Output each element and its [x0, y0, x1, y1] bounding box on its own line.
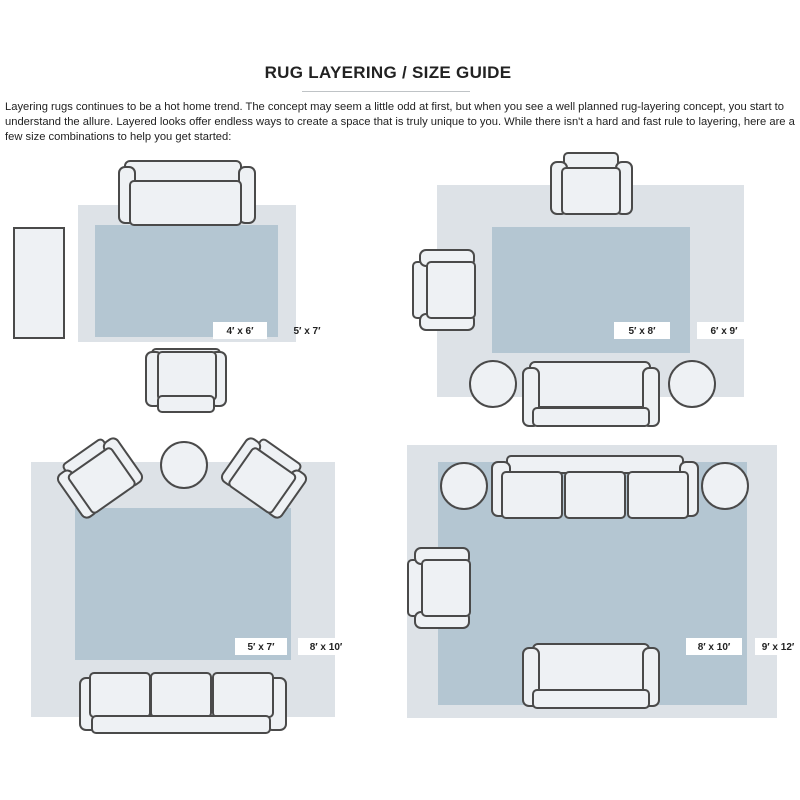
side-table-left	[470, 361, 516, 407]
sofa-bottom	[523, 362, 659, 426]
outer-size-label: 9′ x 12′	[761, 642, 795, 653]
page-title: RUG LAYERING / SIZE GUIDE	[264, 63, 512, 82]
armchair-left	[408, 548, 470, 628]
armchair-top	[551, 153, 632, 214]
layout-5x7-on-8x10	[31, 431, 354, 733]
sofa-bottom	[80, 673, 286, 733]
inner-size-label: 5′ x 7′	[247, 642, 275, 653]
inner-size-label: 5′ x 8′	[628, 326, 656, 337]
sofa-top	[119, 161, 255, 225]
outer-size-label: 5′ x 7′	[293, 326, 321, 337]
outer-size-label: 8′ x 10′	[309, 642, 343, 653]
inner-size-label: 4′ x 6′	[226, 326, 254, 337]
layout-5x8-on-6x9	[413, 153, 751, 426]
intro-paragraph: Layering rugs continues to be a hot home trend. The concept may seem a little odd at first, but when you see a well planned rug-layering concept, you start to understand the allure. Layered looks offer endless ways to create a space that is truly unique to you. While there isn't a hard and fast rule to layering, here are a few size combinations to help you get started:	[5, 101, 795, 143]
inner-rug	[75, 508, 291, 660]
inner-size-label: 8′ x 10′	[697, 642, 731, 653]
side-table-right	[702, 463, 748, 509]
inner-rug	[95, 225, 278, 337]
armchair-left	[413, 250, 475, 330]
armchair-bottom	[146, 349, 226, 412]
console-table	[14, 228, 64, 338]
side-table-right	[669, 361, 715, 407]
side-table-left	[441, 463, 487, 509]
layout-8x10-on-9x12	[407, 445, 799, 718]
layout-4x6-on-5x7	[14, 161, 321, 412]
sofa-top	[492, 456, 698, 518]
side-table	[161, 442, 207, 488]
outer-size-label: 6′ x 9′	[710, 326, 738, 337]
sofa-bottom	[523, 644, 659, 708]
